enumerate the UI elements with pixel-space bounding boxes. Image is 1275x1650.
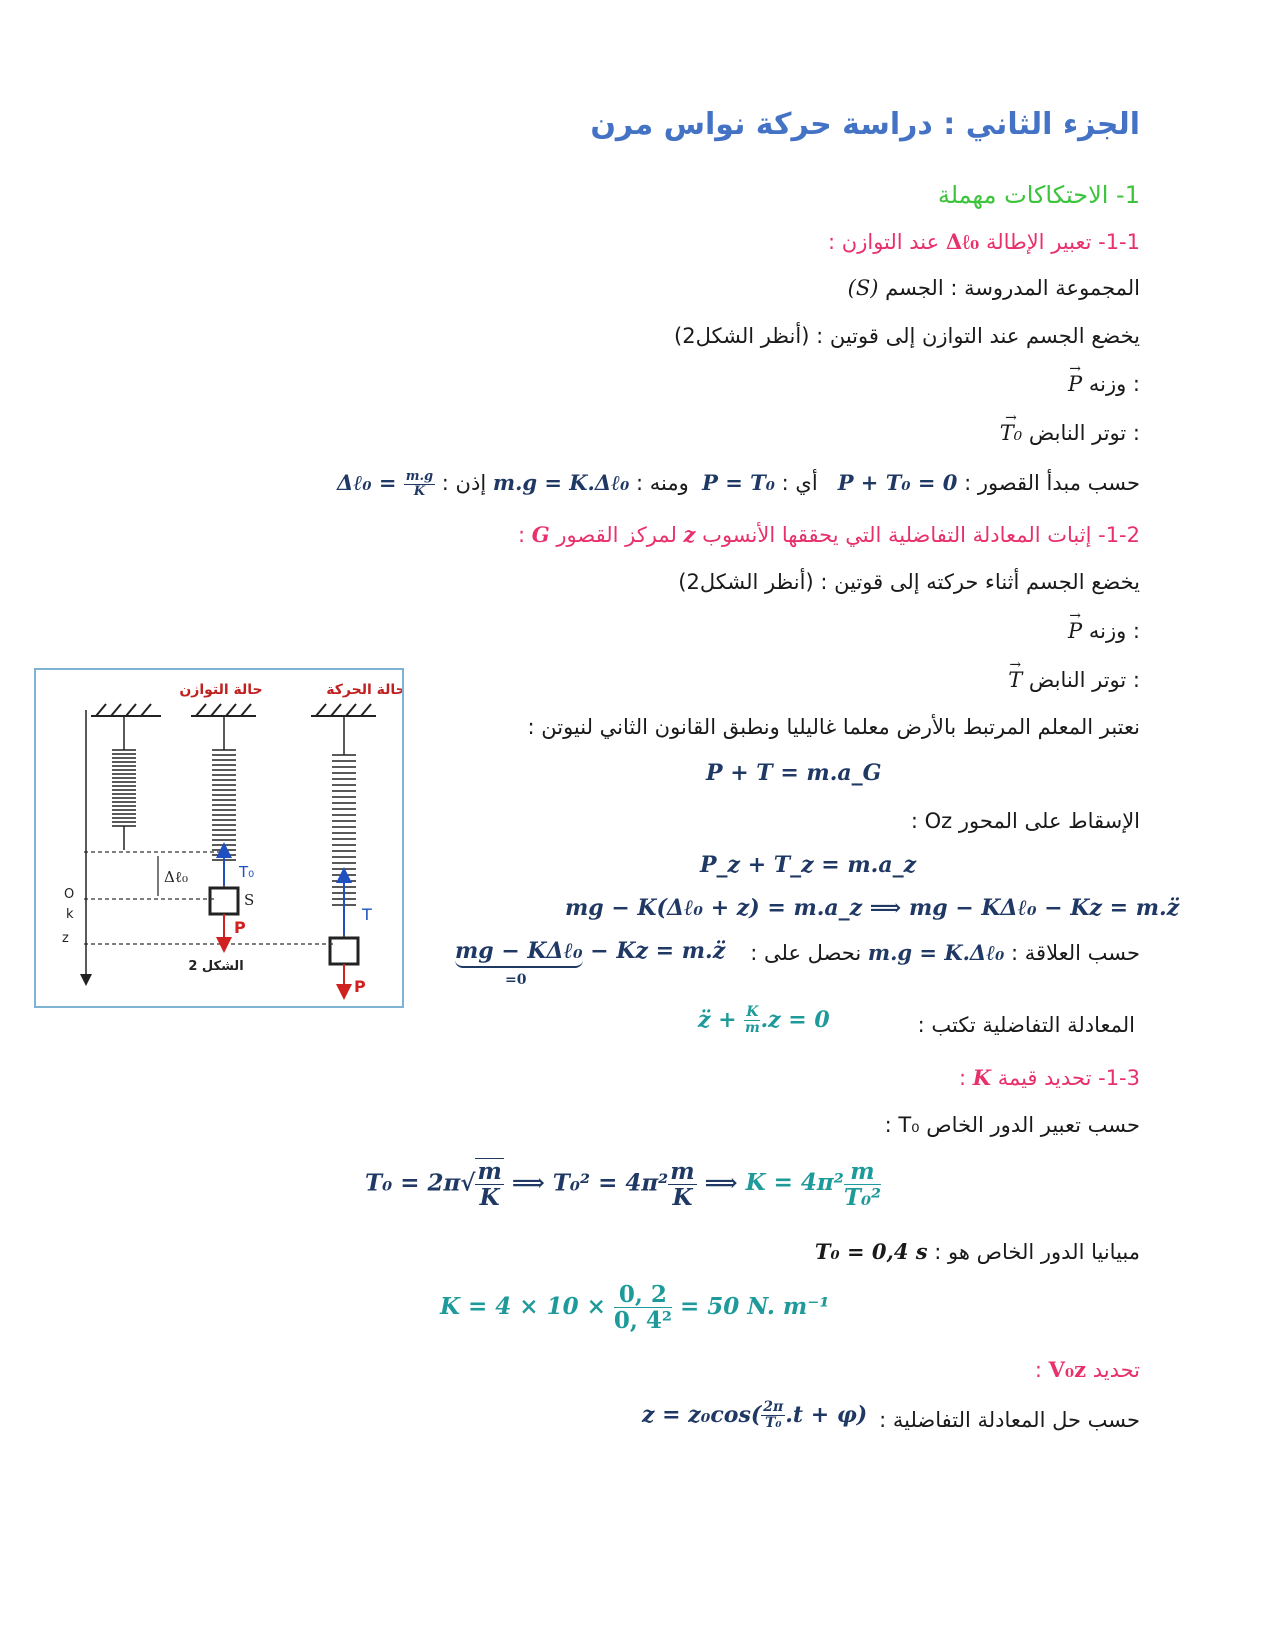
obtain-text: نحصل على : (750, 941, 862, 965)
k-calc-part-a: K = 4 × 10 × (440, 1292, 606, 1320)
frac3-num: m (844, 1159, 881, 1185)
label-k: k (66, 907, 74, 922)
subsection-heading-1-1 (828, 227, 1140, 257)
solution-part-b: .t + φ) (785, 1401, 868, 1428)
heading-end: : (958, 1066, 967, 1090)
period-label-line: حسب تعبير الدور الخاص T₀ : (884, 1113, 1140, 1137)
forces-intro-2: يخضع الجسم أثناء حركته إلى قوتين : (أنظر الشكل2) (678, 570, 1140, 594)
heading-end: : (1034, 1358, 1042, 1382)
label-delta-l0: Δℓ₀ (164, 868, 189, 886)
diffeq-part-a: z̈ + (698, 1006, 737, 1033)
diffeq-part-b: .z = 0 (760, 1006, 830, 1033)
figure-caption: الشكل 2 (188, 959, 244, 974)
expanded-equation: mg − K(Δℓ₀ + z) = m.a_z ⟹ mg − KΔℓ₀ − Kz = m.z̈ (565, 895, 1180, 921)
weight-label: : وزنه (1088, 372, 1140, 396)
solution-equation (642, 1400, 867, 1432)
section-heading-1: 1- الاحتكاكات مهملة (937, 181, 1140, 209)
heading-v0z: V₀z (1048, 1357, 1087, 1382)
heading-symbol: Δℓ₀ (945, 229, 980, 254)
weight-line-1 (1068, 369, 1140, 399)
system-text: المجموعة المدروسة : الجسم (885, 276, 1140, 300)
principle-text: حسب مبدأ القصور : (964, 471, 1140, 495)
diffeq-numerator: K (746, 1004, 759, 1020)
tension-vector: → T (1008, 665, 1022, 695)
label-o: O (64, 887, 75, 902)
system-symbol: (S) (847, 276, 879, 300)
heading-text-2: لمركز القصور (556, 523, 677, 547)
differential-equation (698, 1005, 830, 1037)
k-expression: K = 4π² (745, 1169, 844, 1197)
subsection-heading-v0z (1035, 1355, 1140, 1385)
label-p-eq: P (234, 918, 246, 937)
tension-label: : توتر النابض (1028, 668, 1140, 692)
braced-equation (455, 938, 725, 964)
frac3-den: T₀² (843, 1183, 882, 1211)
relation-text: حسب العلاقة : (1011, 941, 1140, 965)
sqrt-den: K (479, 1184, 500, 1212)
label-z: z (62, 931, 69, 946)
page-title: الجزء الثاني : دراسة حركة نواس مرن (590, 107, 1140, 142)
spring-diagram (36, 670, 402, 1006)
diffeq-denominator: m (744, 1020, 760, 1037)
p-equals-t0: P = T₀ (702, 470, 775, 495)
label-t: T (362, 905, 372, 924)
solution-label-line: حسب حل المعادلة التفاضلية : (879, 1408, 1140, 1432)
mass-equilibrium (210, 888, 238, 914)
graph-value: T₀ = 0,4 s (814, 1239, 928, 1264)
heading-text: 1-1- تعبير الإطالة (985, 230, 1140, 254)
k-calc-numerator: 0, 2 (614, 1282, 672, 1308)
newton-law-equation: P + T = m.a_G (706, 760, 882, 786)
projection-line: الإسقاط على المحور Oz : (910, 809, 1140, 833)
weight-label: : وزنه (1088, 619, 1140, 643)
subsection-heading-1-3 (959, 1063, 1140, 1093)
k-calc-denominator: 0, 4² (613, 1307, 672, 1335)
reference-frame-line: نعتبر المعلم المرتبط بالأرض معلما غاليليا ونطبق القانون الثاني لنيوتن : (527, 715, 1140, 739)
ceiling-supports (91, 704, 376, 716)
graph-period-line (815, 1237, 1140, 1267)
heading-end: : (518, 523, 526, 547)
result-numerator: m.g (405, 468, 434, 484)
tension-label: : توتر النابض (1028, 421, 1140, 445)
result-denominator: K (413, 484, 426, 499)
tension-line-2 (1008, 665, 1140, 695)
period-part-a: T₀ = 2π (365, 1169, 461, 1197)
label-p-motion: P (354, 977, 366, 996)
ie-text: أي : (781, 471, 818, 495)
forces-intro-1: يخضع الجسم عند التوازن إلى قوتين : (أنظر الشكل2) (674, 324, 1140, 348)
weight-line-2 (1068, 616, 1140, 646)
brace-label: =0 (505, 972, 527, 988)
label-t0: T₀ (239, 863, 255, 881)
brace-term: mg − KΔℓ₀ (455, 938, 583, 968)
heading-text: 1-3- تحديد قيمة (997, 1066, 1140, 1090)
heading-text: تحديد (1092, 1358, 1140, 1382)
label-equilibrium: حالة التوازن (179, 682, 263, 698)
solution-numerator: 2π (763, 1399, 784, 1415)
delta-l0-result: Δℓ₀ = (337, 470, 397, 495)
k-calc-result: = 50 N. m⁻¹ (680, 1292, 830, 1320)
heading-g: G (531, 522, 550, 547)
period-part-b: ⟹ T₀² = 4π² (511, 1169, 669, 1197)
solution-denominator: T₀ (764, 1415, 782, 1432)
graph-label: مبيانيا الدور الخاص هو : (934, 1240, 1140, 1264)
label-motion: حالة الحركة (326, 682, 402, 698)
mg-equation: m.g = K.Δℓ₀ (492, 470, 630, 495)
relation-line (750, 938, 1140, 968)
weight-vector: → P (1068, 369, 1082, 399)
sqrt-num: m (477, 1158, 502, 1185)
heading-text: 1-2- إثبات المعادلة التفاضلية التي يحققها الأنسوب (702, 523, 1140, 547)
heading-text-end: عند التوازن : (828, 230, 940, 254)
mass-motion (330, 938, 358, 964)
inertia-principle-line (337, 468, 1140, 499)
period-equation: T₀ = 2π√ $\frac{m}{K}$ ⟹ T₀² = 4π² $\frac{m}{K}$ ⟹ K = 4π² $\frac{m}{\text{T₀²}}$ (365, 1157, 882, 1212)
k-calculation (440, 1282, 829, 1334)
studied-system-line (848, 273, 1140, 303)
tension-line-1 (1000, 418, 1140, 448)
subsection-heading-1-2 (518, 520, 1140, 550)
heading-k: K (972, 1065, 991, 1090)
tension-vector: → T₀ (1000, 418, 1022, 448)
diffeq-label: المعادلة التفاضلية تكتب : (917, 1013, 1135, 1037)
hence-text: ومنه : (636, 471, 689, 495)
frac2-num: m (670, 1157, 695, 1185)
then-text: إذن : (441, 471, 487, 495)
weight-vector: → P (1068, 616, 1082, 646)
frac2-den: K (672, 1183, 693, 1211)
label-s: S (244, 891, 255, 909)
projection-equation: P_z + T_z = m.a_z (700, 852, 917, 878)
brace-rest: − Kz = m.z̈ (582, 938, 726, 964)
heading-z: z (683, 522, 696, 547)
period-part-c: ⟹ (704, 1169, 738, 1197)
relation-equation: m.g = K.Δℓ₀ (867, 940, 1005, 965)
solution-part-a: z = z₀cos( (642, 1401, 762, 1428)
figure-2 (34, 668, 404, 1008)
principle-equation: P + T₀ = 0 (837, 470, 958, 495)
